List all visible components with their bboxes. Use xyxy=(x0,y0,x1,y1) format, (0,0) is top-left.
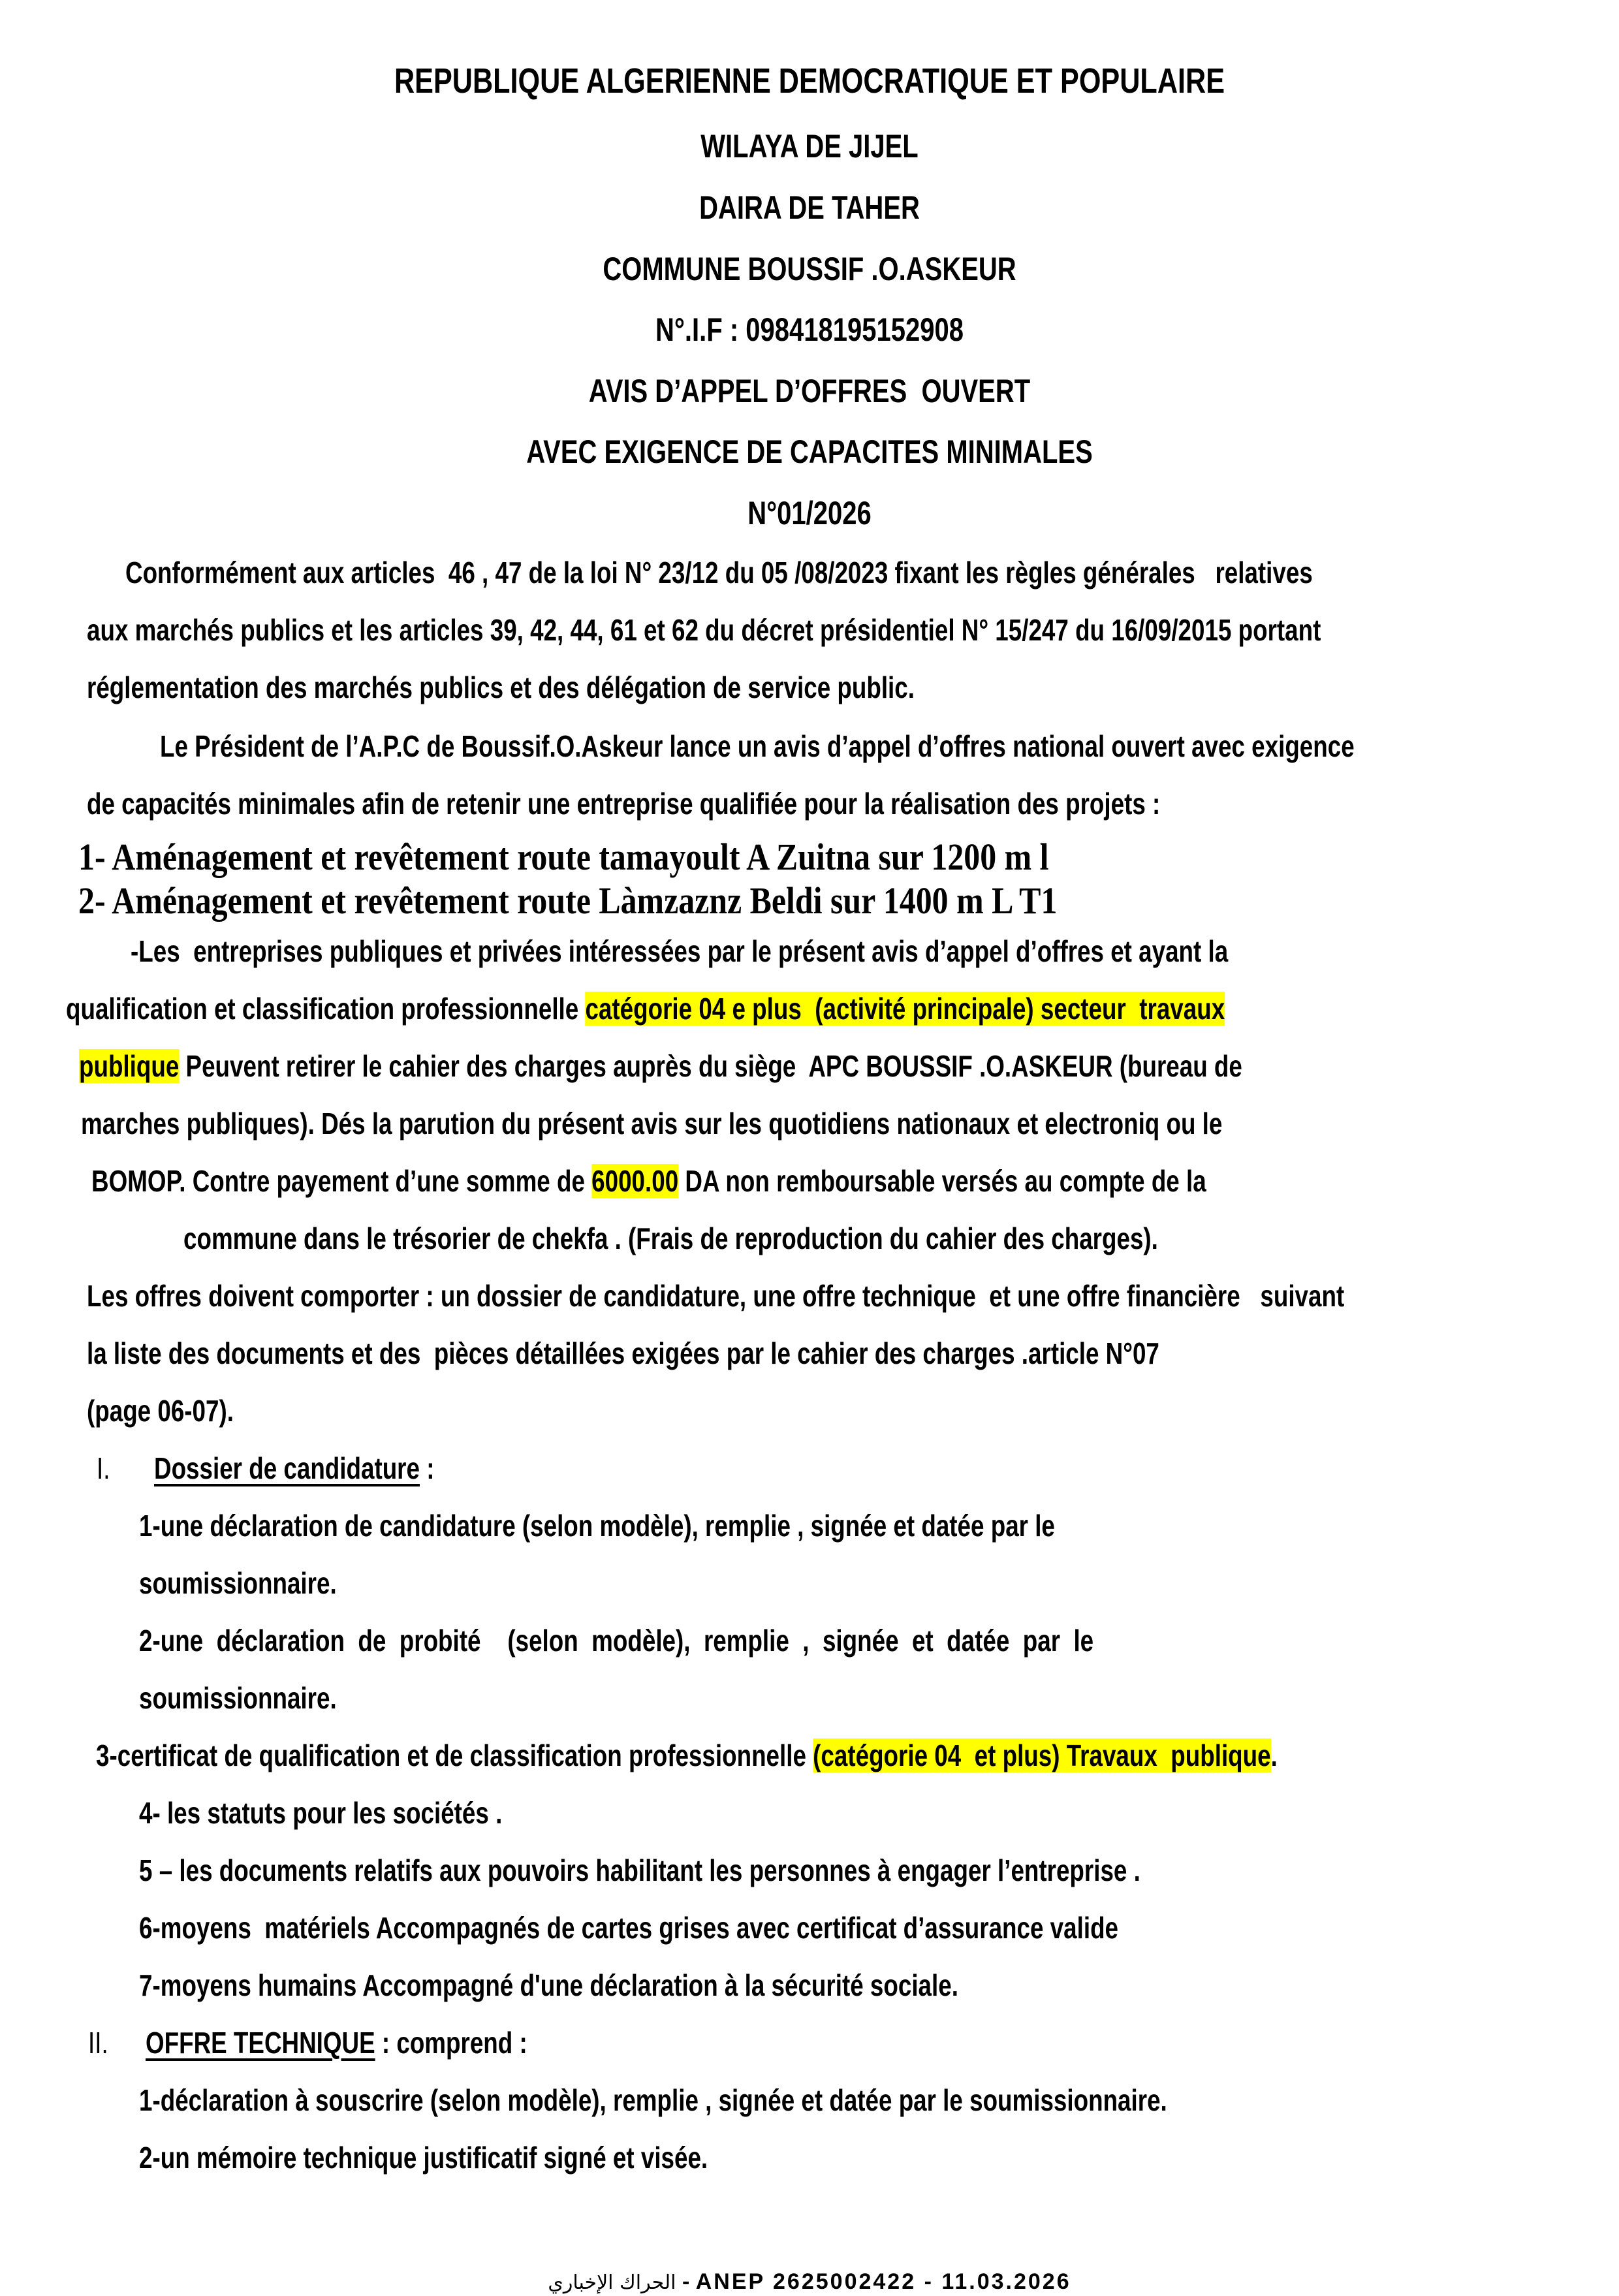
section-1-item-3-text: 3-certificat de qualification et de classification professionnelle xyxy=(96,1738,813,1772)
highlight-certificat-category: (catégorie 04 et plus) Travaux publique xyxy=(813,1738,1271,1772)
intro-line-2: aux marchés publics et les articles 39, 42, 44, 61 et 62 du décret présidentiel N° 15/247 du 16/09/2015 portant xyxy=(87,613,1321,647)
eligibility-line-5-text: BOMOP. Contre payement d’une somme de xyxy=(91,1164,592,1198)
header-notice-type xyxy=(162,371,1457,411)
header-nif xyxy=(162,310,1457,349)
header-notice-number-text: N°01/2026 xyxy=(747,495,872,531)
project-1: 1- Aménagement et revêtement route tamayoult A Zuitna sur 1200 m l xyxy=(78,836,1049,878)
section-1-item-3-post: . xyxy=(1270,1738,1278,1772)
section-1-item-1a: 1-une déclaration de candidature (selon modèle), remplie , signée et datée par le xyxy=(139,1509,1055,1543)
section-1-item-1b: soumissionnaire. xyxy=(139,1566,337,1600)
intro-line-1: Conformément aux articles 46 , 47 de la loi N° 23/12 du 05 /08/2023 fixant les règles générales relatives xyxy=(125,556,1313,590)
section-1-title: Dossier de candidature xyxy=(154,1451,420,1485)
section-1-item-4: 4- les statuts pour les sociétés . xyxy=(139,1796,503,1830)
eligibility-line-3-text: Peuvent retirer le cahier des charges auprès du siège APC BOUSSIF .O.ASKEUR (bureau de xyxy=(179,1049,1242,1083)
header-nif-text: N°.I.F : 098418195152908 xyxy=(655,311,964,348)
header-wilaya xyxy=(162,127,1457,166)
header-daira-text: DAIRA DE TAHER xyxy=(699,189,920,226)
section-1-item-5: 5 – les documents relatifs aux pouvoirs habilitant les personnes à engager l’entreprise . xyxy=(139,1853,1140,1887)
header-commune-text: COMMUNE BOUSSIF .O.ASKEUR xyxy=(603,251,1016,287)
highlight-publique: publique xyxy=(79,1049,180,1083)
header-notice-number xyxy=(162,494,1457,533)
highlight-amount: 6000.00 xyxy=(591,1164,679,1198)
header-daira xyxy=(162,188,1457,227)
eligibility-line-1: -Les entreprises publiques et privées intéressées par le présent avis d’appel d’offres et ayant la xyxy=(131,934,1229,968)
section-2-item-2: 2-un mémoire technique justificatif signé et visée. xyxy=(139,2141,708,2175)
eligibility-line-4: marches publiques). Dés la parution du présent avis sur les quotidiens nationaux et electroniq ou le xyxy=(81,1107,1223,1140)
president-line-2: de capacités minimales afin de retenir une entreprise qualifiée pour la réalisation des projets : xyxy=(87,787,1161,821)
header-commune xyxy=(162,249,1457,289)
eligibility-line-2-text: qualification et classification professionnelle xyxy=(66,992,586,1026)
section-2-item-1: 1-déclaration à souscrire (selon modèle), remplie , signée et datée par le soumissionnaire. xyxy=(139,2083,1167,2117)
intro-line-3: réglementation des marchés publics et des délégation de service public. xyxy=(87,670,915,704)
offers-line-2: la liste des documents et des pièces détaillées exigées par le cahier des charges .article N°07 xyxy=(87,1336,1159,1370)
eligibility-line-5-post: DA non remboursable versés au compte de la xyxy=(678,1164,1206,1198)
eligibility-line-2 xyxy=(66,989,1225,1028)
section-2-marker: II. xyxy=(88,2026,108,2060)
section-1-heading xyxy=(97,1449,434,1488)
section-1-marker: I. xyxy=(97,1451,110,1485)
footer-reference xyxy=(0,2269,1619,2296)
header-notice-subtype-text: AVEC EXIGENCE DE CAPACITES MINIMALES xyxy=(526,433,1093,470)
header-wilaya-text: WILAYA DE JIJEL xyxy=(700,128,919,165)
president-line-1: Le Président de l’A.P.C de Boussif.O.Askeur lance un avis d’appel d’offres national ouvert avec exigence xyxy=(160,729,1355,763)
section-1-suffix: : xyxy=(419,1451,435,1485)
section-1-item-2b: soumissionnaire. xyxy=(139,1681,337,1715)
header-republic-text: REPUBLIQUE ALGERIENNE DEMOCRATIQUE ET POPULAIRE xyxy=(394,61,1225,101)
eligibility-line-5 xyxy=(91,1161,1206,1201)
footer-ref: - ANEP 2625002422 - 11.03.2026 xyxy=(676,2269,1071,2294)
eligibility-line-6: commune dans le trésorier de chekfa . (Frais de reproduction du cahier des charges). xyxy=(183,1221,1158,1255)
section-1-item-2a: 2-une déclaration de probité (selon modèle), remplie , signée et datée par le xyxy=(139,1624,1094,1658)
section-2-title: OFFRE TECHNIQUE xyxy=(146,2026,375,2060)
header-notice-subtype xyxy=(162,432,1457,471)
section-2-suffix: : comprend : xyxy=(375,2026,527,2060)
offers-line-1: Les offres doivent comporter : un dossier de candidature, une offre technique et une offre financière suivant xyxy=(87,1279,1345,1313)
section-1-item-3 xyxy=(96,1736,1278,1775)
section-2-heading xyxy=(88,2023,527,2062)
footer-source-arabic: الحراك الإخباري xyxy=(548,2271,676,2294)
header-republic xyxy=(162,61,1457,101)
project-2: 2- Aménagement et revêtement route Làmzaznz Beldi sur 1400 m L T1 xyxy=(78,879,1058,922)
highlight-category: catégorie 04 e plus (activité principale) secteur travaux xyxy=(585,992,1225,1026)
section-1-item-7: 7-moyens humains Accompagné d'une déclaration à la sécurité sociale. xyxy=(139,1968,958,2002)
offers-line-3: (page 06-07). xyxy=(87,1394,234,1428)
header-notice-type-text: AVIS D’APPEL D’OFFRES OUVERT xyxy=(588,373,1031,409)
eligibility-line-3 xyxy=(79,1046,1242,1086)
section-1-item-6: 6-moyens matériels Accompagnés de cartes grises avec certificat d’assurance valide xyxy=(139,1911,1119,1945)
